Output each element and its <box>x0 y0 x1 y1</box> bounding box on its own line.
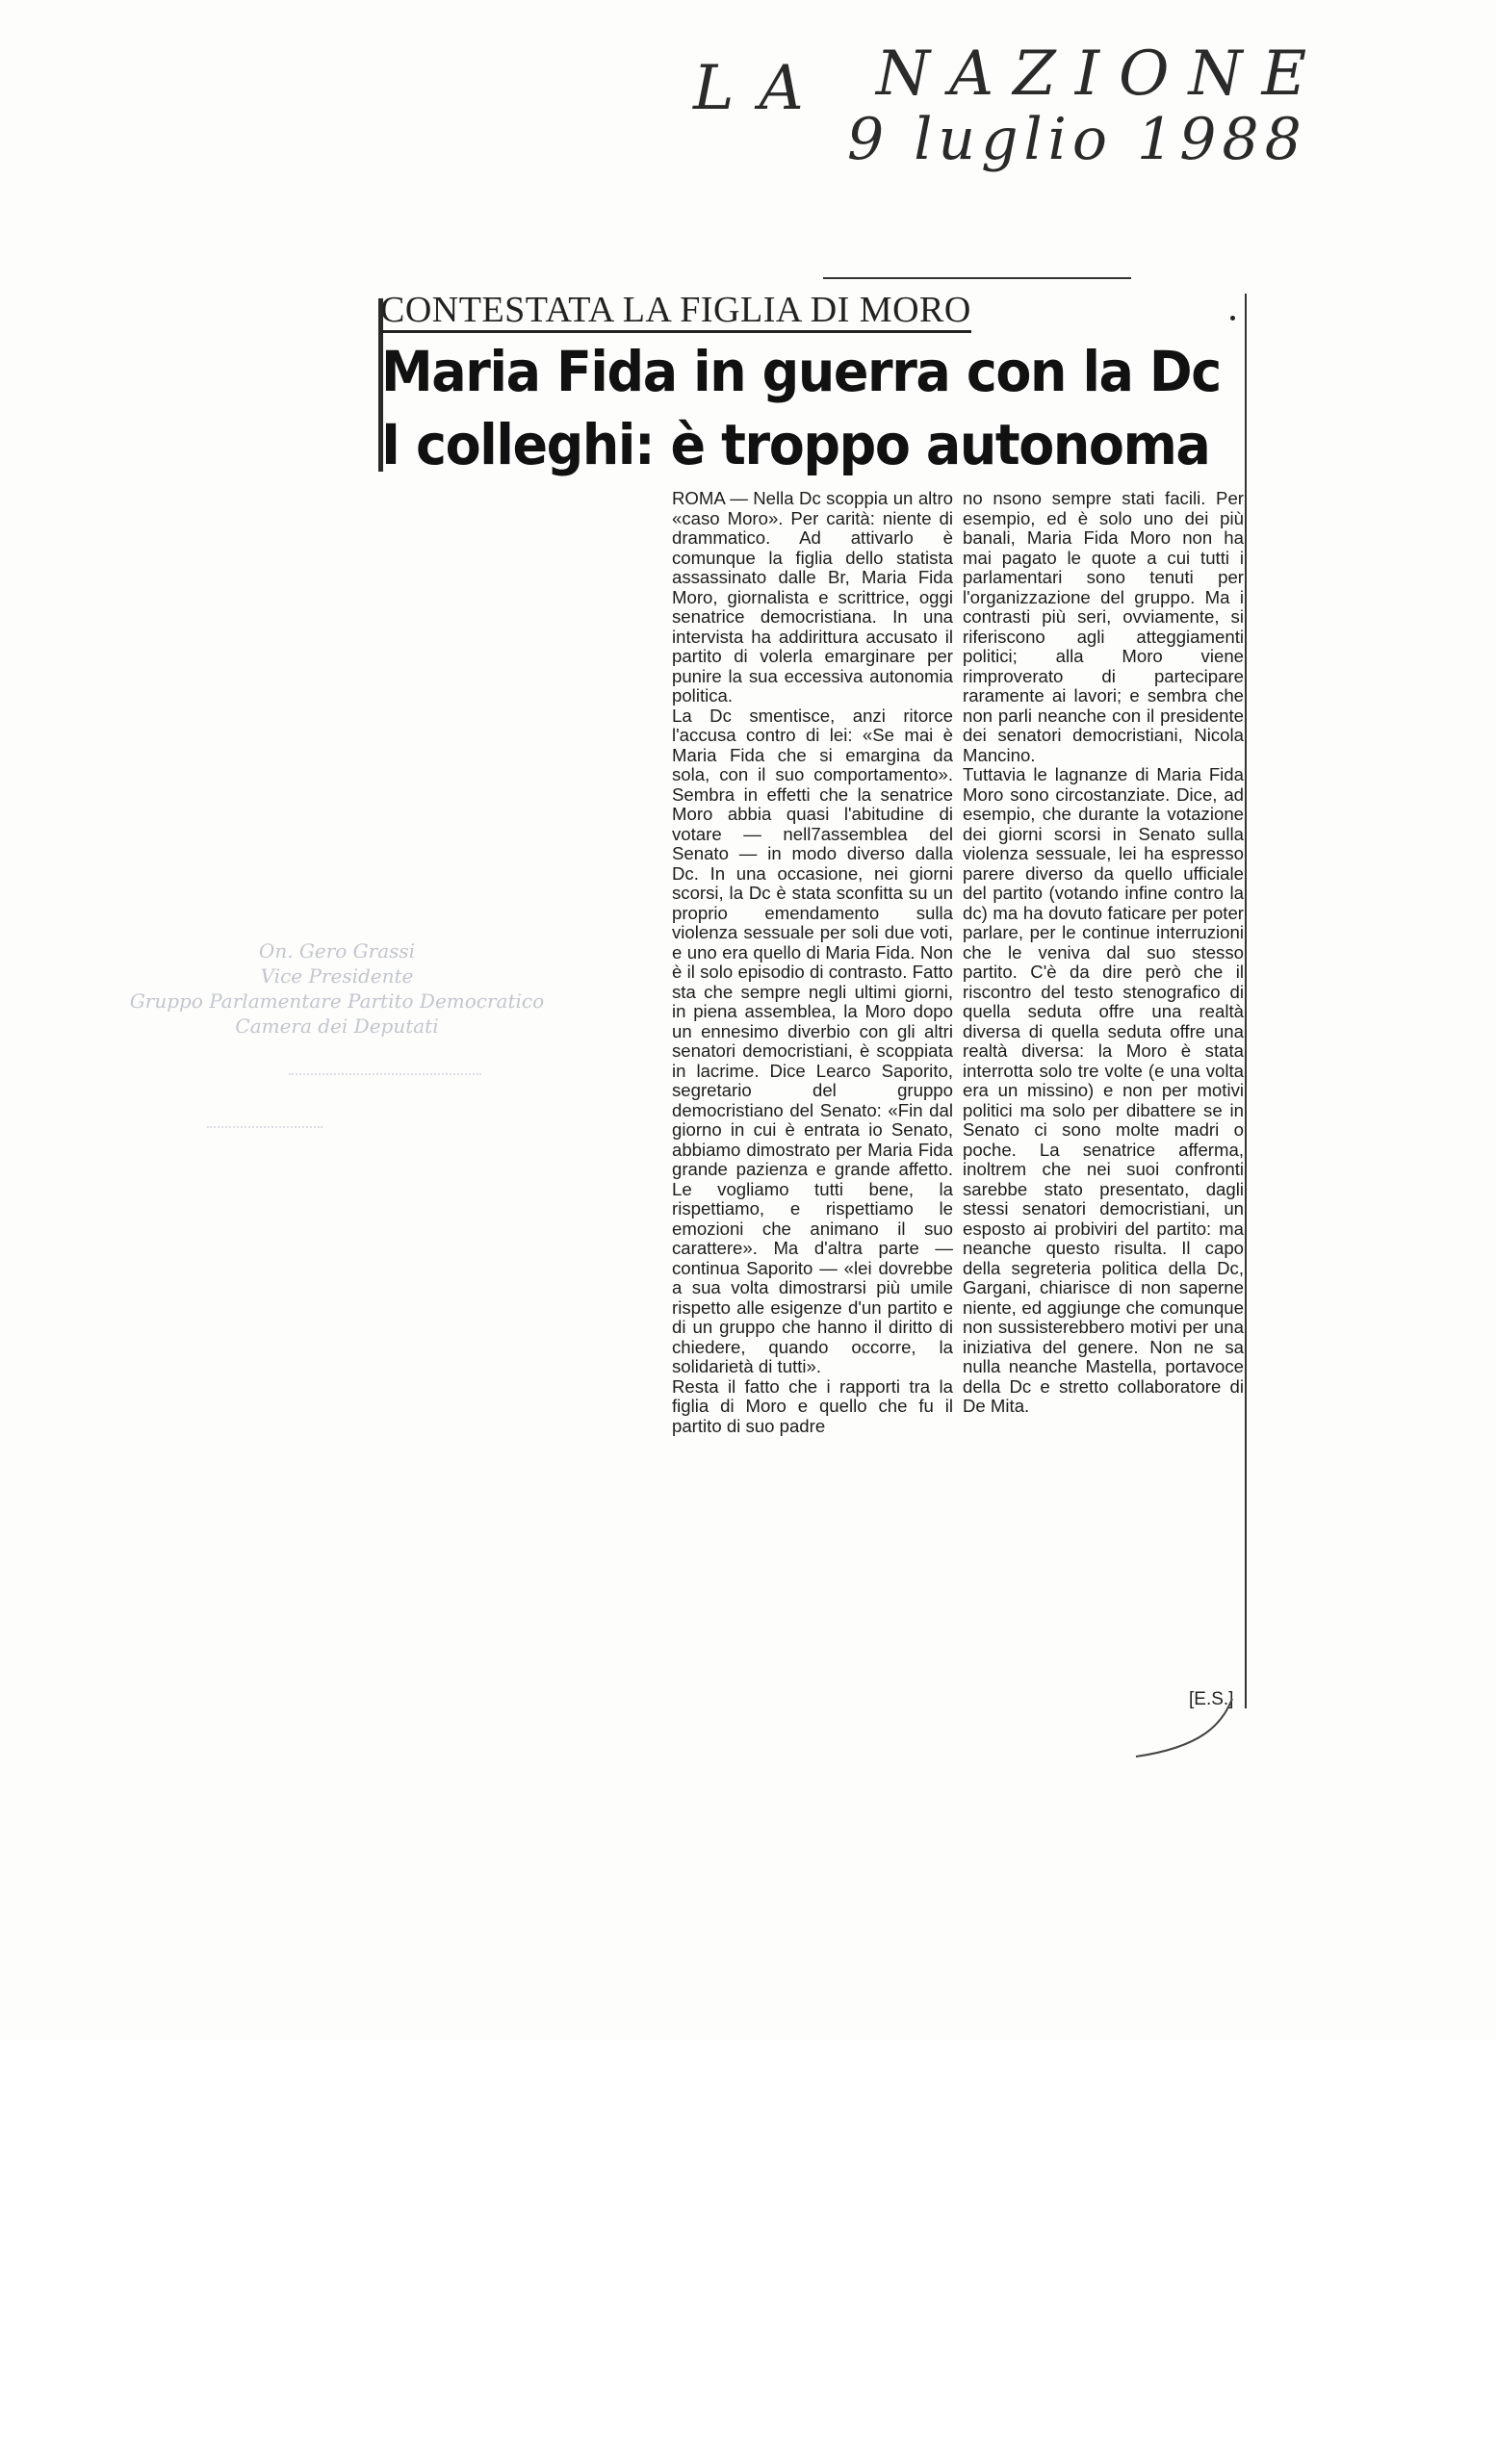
handwritten-date: 9 luglio 1988 <box>847 106 1307 173</box>
paragraph: ROMA — Nella Dc scoppia un altro «caso Moro». Per carità: niente di drammatico. Ad attivarlo è comunque la figlia dello statista assassinato dalle Br, Maria Fida Moro, giornalista e scrittrice, oggi senatrice democristiana. In una intervista ha addirittura accusato il partito di volerla emarginare per punire la sua eccessiva autonomia politica. <box>672 488 953 706</box>
stamp-line-chamber: Camera dei Deputati <box>235 1014 439 1038</box>
stamp-line-name: On. Gero Grassi <box>258 939 416 962</box>
paragraph: no nsono sempre stati facili. Per esempio, ed è solo uno dei più banali, Maria Fida Moro non ha mai pagato le quote a cui tutti i parlamentari sono tenuti per l'organizzazione del gruppo. Ma i contrasti più seri, ovviamente, si riferiscono agli atteggiamenti politici; alla Moro viene rimproverato di partecipare raramente ai lavori; e sembra che non parli neanche con il presidente dei senatori democristiani, Nicola Mancino. <box>963 488 1244 765</box>
paragraph: Resta il fatto che i rapporti tra la figlia di Moro e quello che fu il partito di suo padre <box>672 1375 953 1436</box>
faded-stamp <box>125 938 549 1039</box>
author-signoff: [E.S.] <box>1189 1689 1234 1709</box>
pen-scribble <box>1126 1694 1242 1771</box>
stamp-line-group: Gruppo Parlamentare Partito Democratico <box>129 989 545 1013</box>
article-kicker <box>380 289 971 331</box>
paragraph: La Dc smentisce, anzi ritorce l'accusa contro di lei: «Se mai è Maria Fida che si emargina da sola, con il suo comportamento». Sembra in effetti che la senatrice Moro abbia quasi l'abitudine di votare — nell7assemblea del Senato — in modo diverso dalla Dc. In una occasione, nei giorni scorsi, la Dc è stata sconfitta su un proprio emendamento sulla violenza sessuale per soli due voti, e uno era quello di Maria Fida. Non è il solo episodio di contrasto. Fatto sta che sempre negli ultimi giorni, in piena assemblea, la Moro dopo un ennesimo diverbio con gli altri senatori democristiani, è scoppiata in lacrime. Dice Learco Saporito, segretario del gruppo democristiano del Senato: «Fin dal giorno in cui è entrata io Senato, abbiamo dimostrato per Maria Fida grande pazienza e grande affetto. Le vogliamo tutti bene, la rispettiamo, e rispettiamo le emozioni che animano il suo carattere». Ma d'altra parte — continua Saporito — «lei dovrebbe a sua volta dimostrarsi più umile rispetto alle esigenze d'un partito e di un gruppo che hanno il diritto di chiedere, quando occorre, la solidarietà di tutti». <box>672 705 953 1376</box>
right-column-rule <box>1245 294 1247 1708</box>
kicker-text: CONTESTATA LA FIGLIA DI MORO <box>380 290 971 333</box>
stamp-faint-line <box>289 1064 481 1075</box>
headline-line-1: Maria Fida in guerra con la Dc <box>381 339 1221 404</box>
top-rule <box>823 277 1131 279</box>
article-column-2 <box>963 489 1244 1417</box>
bullet-mark <box>1230 316 1235 321</box>
stamp-line-role: Vice Presidente <box>260 964 414 988</box>
paragraph: Tuttavia le lagnanze di Maria Fida Moro sono circostanziate. Dice, ad esempio, che durante la votazione dei giorni scorsi in Senato sulla violenza sessuale, lei ha espresso parere diverso da quello ufficiale del partito (votando infine contro la dc) ma ha dovuto faticare per poter parlare, per le continue interruzioni che le veniva dal suo stesso partito. C'è da dire però che il riscontro del testo stenografico di quella seduta offre una realtà diversa di quella seduta offre una realtà diversa: la Moro è stata interrotta solo tre volte (e una volta era un missino) e non per motivi politici ma solo per dibattere se in Senato ci sono molte madri o poche. La senatrice afferma, inoltrem che nei suoi confronti sarebbe stato presentato, dagli stessi senatori democristiani, un esposto ai probiviri del partito: ma neanche questo risulta. Il capo della segreteria politica della Dc, Gargani, chiarisce di non saperne niente, ed aggiunge che comunque non sussisterebbero motivi per una iniziativa del genere. Non ne sa nulla neanche Mastella, portavoce della Dc e stretto collaboratore di De Mita. <box>963 764 1244 1416</box>
handwritten-newspaper-name: NAZIONE <box>876 38 1327 110</box>
handwritten-newspaper-prefix: LA <box>693 53 829 124</box>
headline-line-2: I colleghi: è troppo autonoma <box>381 412 1210 477</box>
article-column-1 <box>672 489 953 1436</box>
stamp-faint-line <box>207 1116 322 1128</box>
